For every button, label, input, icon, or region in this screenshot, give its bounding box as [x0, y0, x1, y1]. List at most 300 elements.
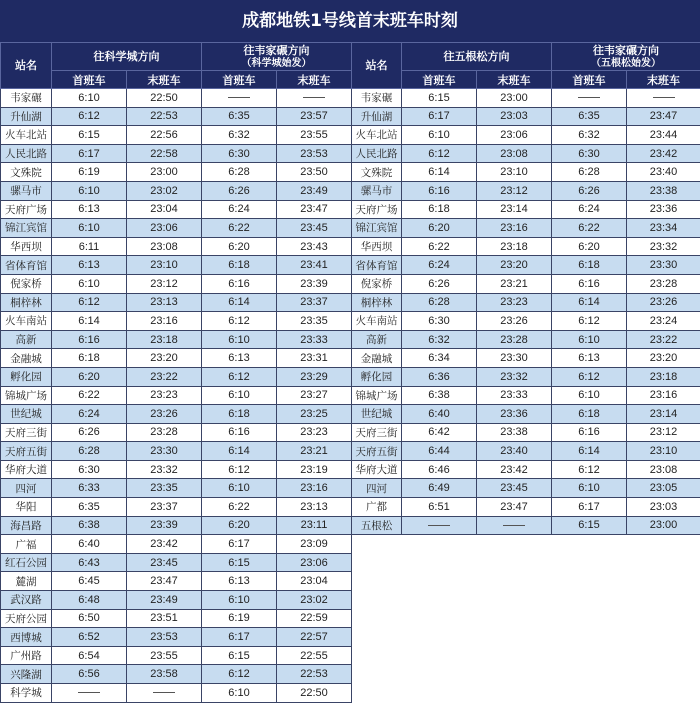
first-train-time: 6:13 — [202, 349, 277, 368]
last-train-time: 23:32 — [127, 460, 202, 479]
table-row — [352, 107, 700, 126]
station-name: 桐梓林 — [352, 293, 402, 312]
first-train-time: 6:14 — [202, 442, 277, 461]
first-train-time: 6:12 — [202, 665, 277, 684]
last-train-time: 23:13 — [127, 293, 202, 312]
last-train-time: 23:37 — [127, 498, 202, 517]
direction-label: 往韦家碾方向 — [202, 44, 351, 57]
first-train-time: 6:12 — [552, 460, 627, 479]
last-train-time: 23:30 — [627, 256, 700, 275]
first-train-time: 6:22 — [402, 237, 477, 256]
first-train-time: 6:20 — [552, 237, 627, 256]
last-train-time: 23:02 — [127, 181, 202, 200]
table-row — [1, 144, 352, 163]
table-row — [1, 181, 352, 200]
last-train-time: 23:45 — [127, 553, 202, 572]
last-train-time: 23:06 — [477, 126, 552, 145]
last-train-time: 23:32 — [627, 237, 700, 256]
station-name: 广福 — [1, 535, 52, 554]
first-train-time: 6:18 — [52, 349, 127, 368]
first-train-time — [52, 684, 127, 703]
last-train-time: 23:12 — [127, 274, 202, 293]
table-row — [1, 535, 352, 554]
no-service-dash — [653, 97, 675, 98]
last-train-time: 23:44 — [627, 126, 700, 145]
first-train-time: 6:16 — [202, 423, 277, 442]
table-row — [352, 516, 700, 535]
last-train-time: 23:08 — [127, 237, 202, 256]
first-train-time: 6:45 — [52, 572, 127, 591]
table-row — [352, 479, 700, 498]
station-name: 天府五街 — [1, 442, 52, 461]
last-train-time: 23:42 — [477, 460, 552, 479]
table-row — [1, 572, 352, 591]
table-row — [1, 442, 352, 461]
last-train-time: 22:56 — [127, 126, 202, 145]
first-train-time: 6:15 — [552, 516, 627, 535]
station-name: 金融城 — [352, 349, 402, 368]
station-name: 人民北路 — [352, 144, 402, 163]
station-name: 骡马市 — [1, 181, 52, 200]
last-train-time: 23:09 — [277, 535, 352, 554]
last-train-time: 23:16 — [477, 219, 552, 238]
last-train-time: 23:00 — [477, 89, 552, 108]
station-name: 孵化园 — [352, 367, 402, 386]
first-train-time: 6:22 — [552, 219, 627, 238]
table-row — [1, 330, 352, 349]
table-row — [352, 163, 700, 182]
table-row — [1, 293, 352, 312]
first-train-time: 6:51 — [402, 498, 477, 517]
table-row — [352, 460, 700, 479]
first-train-time: 6:32 — [402, 330, 477, 349]
last-train-time: 23:25 — [277, 405, 352, 424]
station-name: 韦家碾 — [1, 89, 52, 108]
last-train-time: 23:26 — [127, 405, 202, 424]
last-train-time: 23:53 — [127, 628, 202, 647]
last-train-time: 23:51 — [127, 609, 202, 628]
first-train-time: 6:10 — [552, 386, 627, 405]
page-title: 成都地铁1号线首末班车时刻 — [0, 0, 700, 43]
first-train-time: 6:18 — [202, 256, 277, 275]
last-train-time: 23:42 — [627, 144, 700, 163]
last-train-time: 23:20 — [127, 349, 202, 368]
station-name: 高新 — [352, 330, 402, 349]
station-name: 华府大道 — [352, 460, 402, 479]
last-train-time: 23:20 — [627, 349, 700, 368]
table-row — [352, 442, 700, 461]
timetable-right — [351, 42, 700, 535]
last-train-time: 23:42 — [127, 535, 202, 554]
last-train-time: 23:16 — [127, 312, 202, 331]
first-train-time: 6:14 — [52, 312, 127, 331]
last-train-time: 23:11 — [277, 516, 352, 535]
last-train-time: 23:12 — [627, 423, 700, 442]
last-train-time: 23:57 — [277, 107, 352, 126]
first-train-time — [202, 89, 277, 108]
table-row — [1, 423, 352, 442]
first-train-time: 6:10 — [202, 591, 277, 610]
last-train-time: 23:29 — [277, 367, 352, 386]
last-train-time: 23:04 — [277, 572, 352, 591]
table-row — [352, 386, 700, 405]
table-row — [352, 367, 700, 386]
last-train-time: 23:19 — [277, 460, 352, 479]
last-train-time: 23:00 — [627, 516, 700, 535]
first-train-time: 6:22 — [202, 219, 277, 238]
table-row — [1, 646, 352, 665]
first-train-time: 6:18 — [202, 405, 277, 424]
station-header: 站名 — [352, 43, 402, 89]
last-train-time: 23:30 — [477, 349, 552, 368]
first-train-time: 6:14 — [402, 163, 477, 182]
first-train-time: 6:12 — [52, 107, 127, 126]
station-name: 韦家碾 — [352, 89, 402, 108]
last-train-time: 23:58 — [127, 665, 202, 684]
first-train-time: 6:16 — [202, 274, 277, 293]
first-train-time: 6:28 — [52, 442, 127, 461]
station-name: 广都 — [352, 498, 402, 517]
first-train-time: 6:36 — [402, 367, 477, 386]
last-train-time: 23:34 — [627, 219, 700, 238]
timetable-left — [0, 42, 352, 703]
last-train-time: 23:14 — [627, 405, 700, 424]
table-row — [352, 349, 700, 368]
station-name: 孵化园 — [1, 367, 52, 386]
first-train-time: 6:22 — [202, 498, 277, 517]
table-row — [1, 349, 352, 368]
last-train-time: 23:47 — [277, 200, 352, 219]
first-train-time: 6:38 — [52, 516, 127, 535]
last-train-time: 23:55 — [127, 646, 202, 665]
first-train-time — [402, 516, 477, 535]
last-train-time: 23:10 — [477, 163, 552, 182]
last-train-time: 23:27 — [277, 386, 352, 405]
table-row — [352, 274, 700, 293]
first-train-time: 6:12 — [402, 144, 477, 163]
first-train-time: 6:20 — [402, 219, 477, 238]
last-train-time: 23:50 — [277, 163, 352, 182]
last-train-header: 末班车 — [627, 71, 700, 89]
first-train-header: 首班车 — [552, 71, 627, 89]
first-train-time: 6:11 — [52, 237, 127, 256]
first-train-time: 6:30 — [52, 460, 127, 479]
first-train-time: 6:30 — [202, 144, 277, 163]
table-row — [1, 498, 352, 517]
last-train-time: 23:18 — [477, 237, 552, 256]
last-train-time: 23:45 — [277, 219, 352, 238]
first-train-time: 6:18 — [552, 405, 627, 424]
last-train-time: 23:28 — [127, 423, 202, 442]
first-train-time: 6:44 — [402, 442, 477, 461]
no-service-dash — [428, 525, 450, 526]
first-train-time: 6:12 — [202, 367, 277, 386]
table-row — [1, 274, 352, 293]
station-name: 天府广场 — [352, 200, 402, 219]
last-train-time: 23:22 — [627, 330, 700, 349]
station-name: 人民北路 — [1, 144, 52, 163]
last-train-time: 23:28 — [627, 274, 700, 293]
table-row — [1, 665, 352, 684]
last-train-time: 23:33 — [477, 386, 552, 405]
station-name: 华西坝 — [352, 237, 402, 256]
table-row — [1, 684, 352, 703]
first-train-time: 6:10 — [202, 684, 277, 703]
table-row — [1, 609, 352, 628]
last-train-header: 末班车 — [477, 71, 552, 89]
table-row — [352, 330, 700, 349]
last-train-time: 22:58 — [127, 144, 202, 163]
last-train-time: 23:49 — [277, 181, 352, 200]
last-train-time: 23:40 — [477, 442, 552, 461]
station-name: 兴隆湖 — [1, 665, 52, 684]
first-train-time: 6:13 — [52, 200, 127, 219]
first-train-time: 6:30 — [552, 144, 627, 163]
last-train-time: 23:16 — [627, 386, 700, 405]
station-name: 高新 — [1, 330, 52, 349]
first-train-time: 6:26 — [402, 274, 477, 293]
first-train-time: 6:20 — [202, 516, 277, 535]
last-train-time: 23:45 — [477, 479, 552, 498]
station-name: 金融城 — [1, 349, 52, 368]
table-row — [1, 405, 352, 424]
station-name: 文殊院 — [352, 163, 402, 182]
last-train-time: 23:23 — [277, 423, 352, 442]
first-train-time: 6:26 — [552, 181, 627, 200]
last-train-time: 23:26 — [627, 293, 700, 312]
last-train-time: 22:57 — [277, 628, 352, 647]
last-train-time: 23:13 — [277, 498, 352, 517]
last-train-time: 23:40 — [627, 163, 700, 182]
first-train-header: 首班车 — [402, 71, 477, 89]
last-train-time: 23:33 — [277, 330, 352, 349]
last-train-time: 23:37 — [277, 293, 352, 312]
last-train-time: 23:28 — [477, 330, 552, 349]
station-name: 火车南站 — [1, 312, 52, 331]
first-train-time: 6:20 — [202, 237, 277, 256]
first-train-time: 6:16 — [552, 274, 627, 293]
direction-header-weijianian-from-wugensong — [552, 43, 700, 71]
table-row — [352, 181, 700, 200]
first-train-time: 6:35 — [52, 498, 127, 517]
station-name: 华府大道 — [1, 460, 52, 479]
first-train-time: 6:16 — [52, 330, 127, 349]
table-row — [352, 293, 700, 312]
station-name: 省体育馆 — [352, 256, 402, 275]
direction-header-weijianian-from-kexuecheng — [202, 43, 352, 71]
first-train-time: 6:19 — [52, 163, 127, 182]
station-name: 锦江宾馆 — [352, 219, 402, 238]
last-train-time — [277, 89, 352, 108]
first-train-time: 6:38 — [402, 386, 477, 405]
station-name: 五根松 — [352, 516, 402, 535]
first-train-time: 6:56 — [52, 665, 127, 684]
station-name: 武汉路 — [1, 591, 52, 610]
table-row — [352, 126, 700, 145]
station-header: 站名 — [1, 43, 52, 89]
last-train-time: 23:18 — [627, 367, 700, 386]
table-row — [1, 237, 352, 256]
station-name: 火车南站 — [352, 312, 402, 331]
table-row — [352, 144, 700, 163]
table-row — [1, 256, 352, 275]
first-train-time: 6:26 — [202, 181, 277, 200]
last-train-time: 23:38 — [477, 423, 552, 442]
last-train-time — [477, 516, 552, 535]
table-row — [1, 367, 352, 386]
last-train-time: 23:02 — [277, 591, 352, 610]
last-train-time: 22:53 — [277, 665, 352, 684]
first-train-time: 6:28 — [402, 293, 477, 312]
first-train-time: 6:20 — [52, 367, 127, 386]
table-row — [1, 107, 352, 126]
last-train-time: 23:36 — [627, 200, 700, 219]
first-train-time: 6:48 — [52, 591, 127, 610]
station-name: 火车北站 — [1, 126, 52, 145]
table-row — [352, 498, 700, 517]
first-train-time: 6:10 — [552, 330, 627, 349]
last-train-time: 23:30 — [127, 442, 202, 461]
first-train-time: 6:12 — [552, 367, 627, 386]
first-train-time: 6:42 — [402, 423, 477, 442]
last-train-time: 22:50 — [127, 89, 202, 108]
station-name: 锦城广场 — [352, 386, 402, 405]
last-train-time: 23:43 — [277, 237, 352, 256]
last-train-time: 23:08 — [627, 460, 700, 479]
station-name: 倪家桥 — [352, 274, 402, 293]
last-train-time — [127, 684, 202, 703]
direction-sublabel: （科学城始发） — [202, 57, 351, 70]
no-service-dash — [578, 97, 600, 98]
last-train-time: 23:16 — [277, 479, 352, 498]
last-train-time: 23:03 — [627, 498, 700, 517]
station-name: 锦城广场 — [1, 386, 52, 405]
first-train-time: 6:49 — [402, 479, 477, 498]
last-train-time: 23:14 — [477, 200, 552, 219]
no-service-dash — [78, 692, 100, 693]
no-service-dash — [153, 692, 175, 693]
first-train-time: 6:10 — [52, 89, 127, 108]
first-train-time: 6:28 — [552, 163, 627, 182]
first-train-time: 6:17 — [52, 144, 127, 163]
first-train-time: 6:14 — [552, 293, 627, 312]
table-row — [1, 553, 352, 572]
first-train-time: 6:13 — [552, 349, 627, 368]
last-train-time: 23:47 — [627, 107, 700, 126]
last-train-time: 23:31 — [277, 349, 352, 368]
station-name: 骡马市 — [352, 181, 402, 200]
last-train-time: 23:00 — [127, 163, 202, 182]
first-train-time: 6:15 — [202, 646, 277, 665]
first-train-time: 6:15 — [52, 126, 127, 145]
first-train-time: 6:35 — [202, 107, 277, 126]
station-name: 桐梓林 — [1, 293, 52, 312]
last-train-time: 23:35 — [277, 312, 352, 331]
direction-sublabel: （五根松始发） — [552, 57, 700, 70]
first-train-time: 6:15 — [402, 89, 477, 108]
station-name: 科学城 — [1, 684, 52, 703]
station-name: 西博城 — [1, 628, 52, 647]
last-train-time: 23:03 — [477, 107, 552, 126]
first-train-time: 6:40 — [52, 535, 127, 554]
direction-header-kexuecheng: 往科学城方向 — [52, 43, 202, 71]
table-row — [1, 163, 352, 182]
station-name: 天府三街 — [352, 423, 402, 442]
last-train-time: 23:35 — [127, 479, 202, 498]
first-train-time: 6:12 — [552, 312, 627, 331]
first-train-time: 6:18 — [552, 256, 627, 275]
station-name: 锦江宾馆 — [1, 219, 52, 238]
first-train-time: 6:34 — [402, 349, 477, 368]
station-name: 华阳 — [1, 498, 52, 517]
first-train-time: 6:28 — [202, 163, 277, 182]
first-train-time: 6:24 — [52, 405, 127, 424]
direction-label: 往韦家碾方向 — [552, 44, 700, 57]
last-train-time: 23:38 — [627, 181, 700, 200]
last-train-time: 22:55 — [277, 646, 352, 665]
first-train-time: 6:17 — [202, 535, 277, 554]
last-train-time: 23:10 — [627, 442, 700, 461]
station-name: 红石公园 — [1, 553, 52, 572]
first-train-time: 6:10 — [202, 386, 277, 405]
table-row — [1, 628, 352, 647]
first-train-time: 6:26 — [52, 423, 127, 442]
station-name: 四河 — [352, 479, 402, 498]
first-train-time: 6:10 — [52, 219, 127, 238]
first-train-time: 6:17 — [402, 107, 477, 126]
first-train-header: 首班车 — [52, 71, 127, 89]
last-train-time: 23:26 — [477, 312, 552, 331]
table-row — [1, 386, 352, 405]
station-name: 文殊院 — [1, 163, 52, 182]
last-train-time: 23:39 — [127, 516, 202, 535]
first-train-time: 6:18 — [402, 200, 477, 219]
first-train-time: 6:10 — [52, 274, 127, 293]
last-train-time: 22:50 — [277, 684, 352, 703]
station-name: 火车北站 — [352, 126, 402, 145]
last-train-time: 22:59 — [277, 609, 352, 628]
last-train-time — [627, 89, 700, 108]
first-train-time: 6:17 — [552, 498, 627, 517]
first-train-time: 6:12 — [52, 293, 127, 312]
first-train-time — [552, 89, 627, 108]
table-row — [1, 591, 352, 610]
station-name: 广州路 — [1, 646, 52, 665]
station-name: 天府三街 — [1, 423, 52, 442]
station-name: 升仙湖 — [1, 107, 52, 126]
station-name: 海昌路 — [1, 516, 52, 535]
station-name: 四河 — [1, 479, 52, 498]
table-row — [1, 126, 352, 145]
station-name: 天府广场 — [1, 200, 52, 219]
first-train-time: 6:17 — [202, 628, 277, 647]
table-row — [352, 89, 700, 108]
first-train-time: 6:10 — [402, 126, 477, 145]
table-row — [352, 312, 700, 331]
first-train-time: 6:40 — [402, 405, 477, 424]
first-train-time: 6:10 — [202, 479, 277, 498]
first-train-time: 6:12 — [202, 312, 277, 331]
first-train-time: 6:50 — [52, 609, 127, 628]
station-name: 天府五街 — [352, 442, 402, 461]
first-train-time: 6:33 — [52, 479, 127, 498]
table-row — [352, 423, 700, 442]
last-train-time: 23:06 — [127, 219, 202, 238]
last-train-time: 23:10 — [127, 256, 202, 275]
last-train-time: 23:04 — [127, 200, 202, 219]
first-train-time: 6:24 — [202, 200, 277, 219]
first-train-time: 6:52 — [52, 628, 127, 647]
